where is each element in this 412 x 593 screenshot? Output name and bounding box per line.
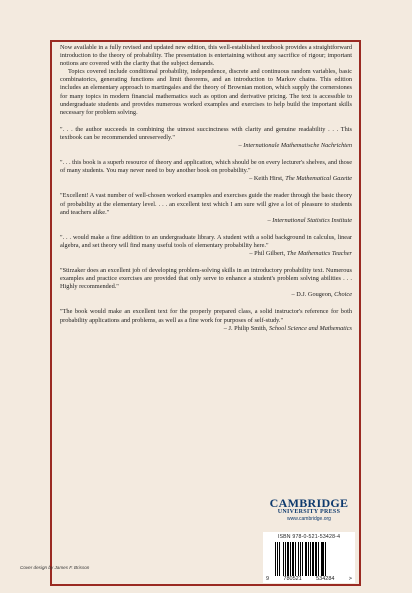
review-quote xyxy=(60,192,352,224)
isbn-number: ISBN 978-0-521-53428-4 xyxy=(277,534,341,540)
cover-text xyxy=(60,44,352,342)
review-author: J. Philip Smith, xyxy=(228,324,269,332)
review-quote xyxy=(60,234,352,258)
cover-design-credit: Cover design by James F. Brisson xyxy=(20,565,90,570)
publisher-logo xyxy=(264,497,354,522)
review-source: The Mathematical Gazette xyxy=(285,175,352,183)
review-attribution: – D.J. Gougeon, Choice xyxy=(291,291,352,299)
review-attribution: – Phil Gilbert, The Mathematics Teacher xyxy=(249,249,352,257)
review-quote xyxy=(60,126,352,150)
review-author: D.J. Gougeon, xyxy=(296,291,335,299)
review-source: Choice xyxy=(334,291,352,299)
review-attribution: – Keith Hirst, The Mathematical Gazette xyxy=(249,175,352,183)
review-source: International Statistics Institute xyxy=(272,216,352,224)
publisher-url: www.cambridge.org xyxy=(287,516,331,522)
review-author: Phil Gilbert, xyxy=(254,249,287,257)
review-attribution: – J. Philip Smith, School Science and Mathematics xyxy=(223,324,352,332)
review-source: Internationale Mathematische Nachrichten xyxy=(243,142,352,150)
barcode-digit-group: 780521 xyxy=(283,576,302,582)
review-source: School Science and Mathematics xyxy=(268,324,352,332)
review-quote xyxy=(60,159,352,183)
review-quote xyxy=(60,267,352,299)
barcode-digit-group: 9 xyxy=(266,576,270,582)
review-quote xyxy=(60,308,352,332)
barcode-bar xyxy=(326,542,327,576)
barcode-bars xyxy=(275,542,349,576)
review-attribution: – Internationale Mathematische Nachrichten xyxy=(238,142,352,150)
review-attribution: – International Statistics Institute xyxy=(267,216,352,224)
review-text: ". . . would make a fine addition to an undergraduate library. A student with a solid background in calculus, linear algebra, and set theory will find many useful tools of elementary probability here." xyxy=(60,233,352,249)
review-author: Keith Hirst, xyxy=(253,175,286,183)
barcode-digit-group: > xyxy=(348,576,352,582)
description-paragraph: Topics covered include conditional probability, independence, discrete and continuous random variables, basic combinatorics, generating functions and limit theorems, and an introduction to Markov chains. This edition includes an elementary approach to martingales and the theory of Brownian motion, which supply the cornerstones for many topics in modern financial mathematics such as option and derivative pricing. The text is accessible to undergraduate students and provides numerous worked examples and exercises to help build the important skills necessary for problem solving. xyxy=(60,68,352,116)
review-source: The Mathematics Teacher xyxy=(286,249,352,257)
description-paragraph: Now available in a fully revised and updated new edition, this well-established textbook provides a straightforward introduction to the theory of probability. The presentation is entertaining without any sacrifice of rigour; important notions are covered with the clarity that the subject demands. xyxy=(60,44,352,68)
review-text: ". . . this book is a superb resource of theory and application, which should be on every lecturer's shelves, and those of many students. You may never need to buy another book on probability." xyxy=(60,159,352,175)
review-text: "Excellent! A vast number of well-chosen worked examples and exercises guide the reader through the basic theory of probability at the elementary level. . . . an excellent text which I am sure will give a lot of pleasure to students and teachers alike." xyxy=(60,192,352,216)
publisher-subname: UNIVERSITY PRESS xyxy=(277,509,341,515)
review-text: "Stirzaker does an excellent job of developing problem-solving skills in an introductory probability text. Numerous examples and practice exercises are provided that only serve to enhance a student's problem solving abilities . . . Highly recommended." xyxy=(60,267,352,291)
publisher-name: CAMBRIDGE xyxy=(269,496,349,510)
barcode-digits xyxy=(266,576,352,582)
review-text: ". . . the author succeeds in combining the utmost succinctness with clarity and genuine readability . . . This textbook can be recommended unreservedly." xyxy=(60,125,352,141)
isbn-barcode xyxy=(263,532,355,583)
book-description xyxy=(60,44,352,117)
review-text: "The book would make an excellent text for the properly prepared class, a solid instructor's reference for both probability applications and problems, as well as a fine work for purposes of self-study." xyxy=(60,308,352,324)
barcode-digit-group: 534284 xyxy=(316,576,335,582)
